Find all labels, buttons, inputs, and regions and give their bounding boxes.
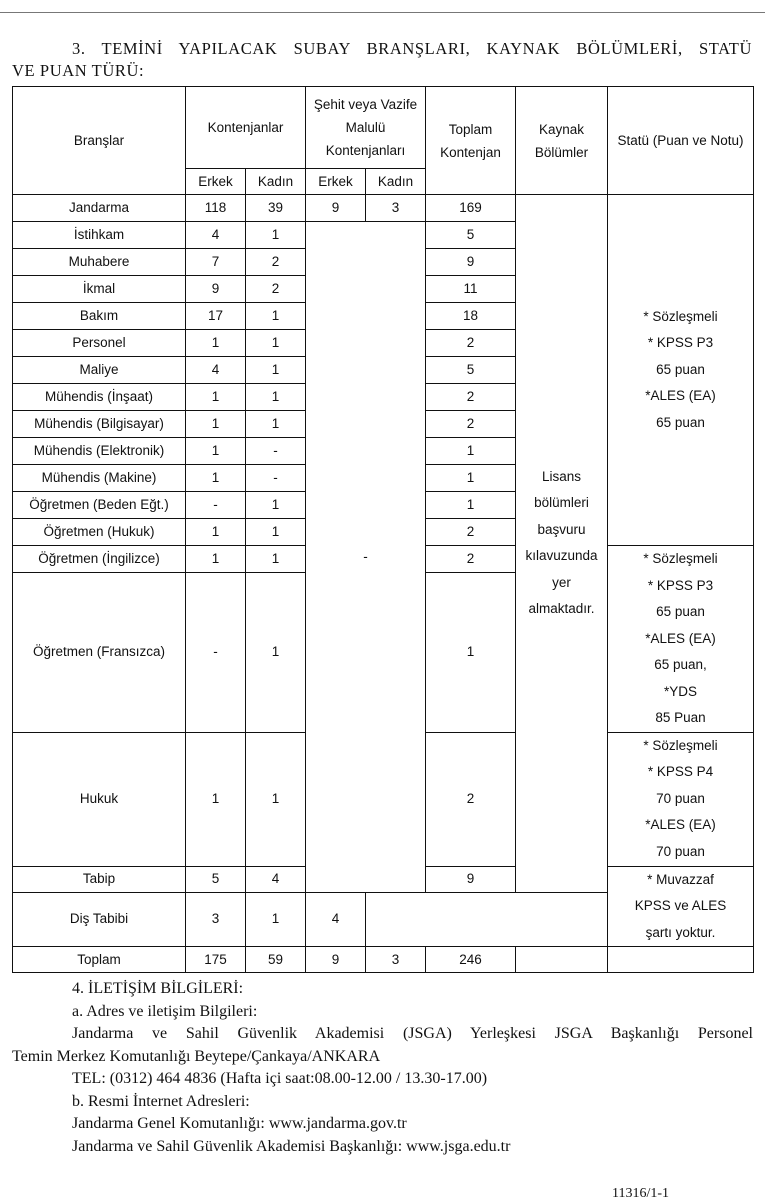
statu-line: * Sözleşmeli [643, 737, 718, 753]
statu-line: 65 puan [656, 604, 705, 619]
kadin-value: 1 [246, 519, 306, 546]
toplam-value: 1 [426, 465, 516, 492]
sehit-kadin-value: 3 [366, 195, 426, 222]
kadin-value: 1 [246, 384, 306, 411]
erkek-value: 1 [186, 546, 246, 573]
statu-line: 65 puan [656, 414, 705, 430]
header-sehit-line-2: Malulü [345, 120, 386, 135]
kadin-value: - [246, 438, 306, 465]
statu-line: * KPSS P3 [647, 335, 714, 351]
kadin-value: 1 [246, 357, 306, 384]
branch-name: Muhabere [13, 249, 186, 276]
erkek-value: - [186, 573, 246, 732]
header-branslar: Branşlar [13, 87, 186, 195]
header-toplam-line-1: Toplam [448, 121, 493, 137]
kadin-value: - [246, 465, 306, 492]
totals-sehit-kadin: 3 [366, 947, 426, 973]
kadin-value: 1 [246, 732, 306, 866]
toplam-value: 2 [426, 519, 516, 546]
kadin-value: 39 [246, 195, 306, 222]
statu-line: 65 puan, [654, 657, 707, 672]
branch-name: Öğretmen (Hukuk) [13, 519, 186, 546]
erkek-value: 1 [186, 384, 246, 411]
statu-line: *ALES (EA) [645, 630, 716, 646]
toplam-value: 169 [426, 195, 516, 222]
branch-name: İstihkam [13, 222, 186, 249]
kadin-value: 1 [246, 222, 306, 249]
erkek-value: 1 [186, 330, 246, 357]
erkek-value: 5 [186, 866, 246, 892]
erkek-value: 1 [186, 438, 246, 465]
branch-name: Maliye [13, 357, 186, 384]
toplam-value: 2 [426, 384, 516, 411]
header-sehit-line-3: Kontenjanları [325, 143, 406, 158]
header-toplam [426, 87, 516, 195]
totals-row [13, 947, 754, 973]
address-title: a. Adres ve iletişim Bilgileri: [72, 1002, 258, 1020]
sehit-erkek-value: 9 [306, 195, 366, 222]
top-border [0, 0, 765, 13]
statu-line: *ALES (EA) [645, 388, 716, 404]
statu-line: * KPSS P3 [647, 577, 714, 593]
contact-section [12, 978, 753, 1158]
kaynak-line: bölümleri [534, 495, 589, 511]
header-sehit-line-1: Şehit veya Vazife [313, 97, 418, 112]
table-row [13, 195, 754, 222]
kadin-value: 1 [246, 411, 306, 438]
statu-line: 85 Puan [655, 710, 706, 725]
erkek-value: 3 [186, 892, 246, 946]
branch-name: Öğretmen (Fransızca) [13, 573, 186, 732]
header-kadin: Kadın [246, 169, 306, 195]
toplam-value: 2 [426, 732, 516, 866]
kadin-value: 1 [246, 573, 306, 732]
statu-line: * KPSS P4 [647, 764, 714, 780]
header-sehit [306, 87, 426, 169]
branch-name: İkmal [13, 276, 186, 303]
erkek-value: 1 [186, 519, 246, 546]
kaynak-line: Lisans [541, 468, 582, 484]
kaynak-line: başvuru [537, 521, 586, 537]
toplam-value: 1 [426, 492, 516, 519]
branch-name: Diş Tabibi [13, 892, 186, 946]
toplam-value: 5 [426, 357, 516, 384]
tel-line: TEL: (0312) 464 4836 (Hafta içi saat:08.00-12.00 / 13.30-17.00) [72, 1070, 488, 1087]
kadin-value: 4 [246, 866, 306, 892]
erkek-value: - [186, 492, 246, 519]
statu-line: KPSS ve ALES [634, 898, 727, 913]
branch-name: Mühendis (Makine) [13, 465, 186, 492]
kadin-value: 1 [246, 303, 306, 330]
header-kaynak-line-1: Kaynak [538, 121, 585, 137]
kadin-value: 1 [246, 330, 306, 357]
statu-line: * Sözleşmeli [643, 551, 718, 566]
erkek-value: 7 [186, 249, 246, 276]
kadin-value: 2 [246, 276, 306, 303]
toplam-value: 11 [426, 276, 516, 303]
statu-line: 65 puan [656, 361, 705, 377]
kadin-value: 2 [246, 249, 306, 276]
sehit-merged-cell: - [306, 222, 426, 893]
branch-name: Jandarma [13, 195, 186, 222]
branch-name: Öğretmen (İngilizce) [13, 546, 186, 573]
toplam-value: 2 [426, 330, 516, 357]
web-title: b. Resmi İnternet Adresleri: [72, 1092, 250, 1110]
heading-line-1: 3. TEMİNİ YAPILACAK SUBAY BRANŞLARI, KAYNAK BÖLÜMLERİ, STATÜ [72, 39, 752, 58]
header-toplam-line-2: Kontenjan [440, 144, 501, 160]
branch-name: Mühendis (Bilgisayar) [13, 411, 186, 438]
statu-line: * Sözleşmeli [643, 308, 718, 324]
statu-line: *ALES (EA) [645, 817, 716, 833]
toplam-value: 1 [426, 438, 516, 465]
kaynak-bolumler-cell [516, 195, 608, 893]
statu-line: 70 puan [656, 843, 705, 859]
kadin-value: 1 [246, 492, 306, 519]
statu-cell-1 [608, 195, 754, 546]
statu-cell-3 [608, 732, 754, 866]
header-statu: Statü (Puan ve Notu) [608, 87, 754, 195]
toplam-value: 2 [426, 546, 516, 573]
erkek-value: 1 [186, 465, 246, 492]
section-heading [12, 38, 752, 82]
totals-toplam: 246 [426, 947, 516, 973]
toplam-value: 9 [426, 866, 516, 892]
branch-table [12, 86, 754, 973]
header-kaynak-line-2: Bölümler [534, 144, 589, 160]
totals-statu-empty [608, 947, 754, 973]
header-kaynak [516, 87, 608, 195]
toplam-value: 2 [426, 411, 516, 438]
branch-name: Mühendis (İnşaat) [13, 384, 186, 411]
erkek-value: 1 [186, 732, 246, 866]
kadin-value: 1 [246, 892, 306, 946]
toplam-value: 1 [426, 573, 516, 732]
toplam-value: 4 [306, 892, 366, 946]
statu-cell-2 [608, 546, 754, 733]
toplam-value: 18 [426, 303, 516, 330]
branch-name: Mühendis (Elektronik) [13, 438, 186, 465]
branch-name: Bakım [13, 303, 186, 330]
header-sehit-kadin: Kadın [366, 169, 426, 195]
totals-kadin: 59 [246, 947, 306, 973]
header-erkek: Erkek [186, 169, 246, 195]
totals-kaynak-empty [516, 947, 608, 973]
kaynak-line: yer [552, 574, 571, 590]
toplam-value: 5 [426, 222, 516, 249]
totals-label: Toplam [13, 947, 186, 973]
kaynak-line: almaktadır. [528, 601, 595, 617]
erkek-value: 9 [186, 276, 246, 303]
address-line-1: Jandarma ve Sahil Güvenlik Akademisi (JSGA) Yerleşkesi JSGA Başkanlığı Personel [72, 1025, 753, 1042]
address-line-2: Temin Merkez Komutanlığı Beytepe/Çankaya/ANKARA [12, 1047, 381, 1065]
branch-name: Personel [13, 330, 186, 357]
statu-line: *YDS [663, 683, 697, 699]
kadin-value: 1 [246, 546, 306, 573]
erkek-value: 118 [186, 195, 246, 222]
erkek-value: 4 [186, 357, 246, 384]
statu-cell-4 [608, 866, 754, 947]
branch-name: Tabip [13, 866, 186, 892]
erkek-value: 1 [186, 411, 246, 438]
branch-name: Öğretmen (Beden Eğt.) [13, 492, 186, 519]
statu-line: 70 puan [656, 790, 705, 806]
contact-title: 4. İLETİŞİM BİLGİLERİ: [72, 980, 244, 997]
statu-line: şartı yoktur. [645, 924, 716, 940]
branch-name: Hukuk [13, 732, 186, 866]
erkek-value: 17 [186, 303, 246, 330]
header-kontenjanlar: Kontenjanlar [186, 87, 306, 169]
web-jsga: Jandarma ve Sahil Güvenlik Akademisi Başkanlığı: www.jsga.edu.tr [72, 1137, 511, 1155]
header-sehit-erkek: Erkek [306, 169, 366, 195]
page-number: 11316/1-1 [612, 1186, 670, 1201]
totals-sehit-erkek: 9 [306, 947, 366, 973]
web-jandarma: Jandarma Genel Komutanlığı: www.jandarma.gov.tr [72, 1115, 407, 1132]
toplam-value: 9 [426, 249, 516, 276]
erkek-value: 4 [186, 222, 246, 249]
kaynak-line: kılavuzunda [525, 548, 598, 564]
totals-erkek: 175 [186, 947, 246, 973]
statu-line: * Muvazzaf [647, 871, 714, 887]
heading-line-2: VE PUAN TÜRÜ: [12, 61, 145, 80]
